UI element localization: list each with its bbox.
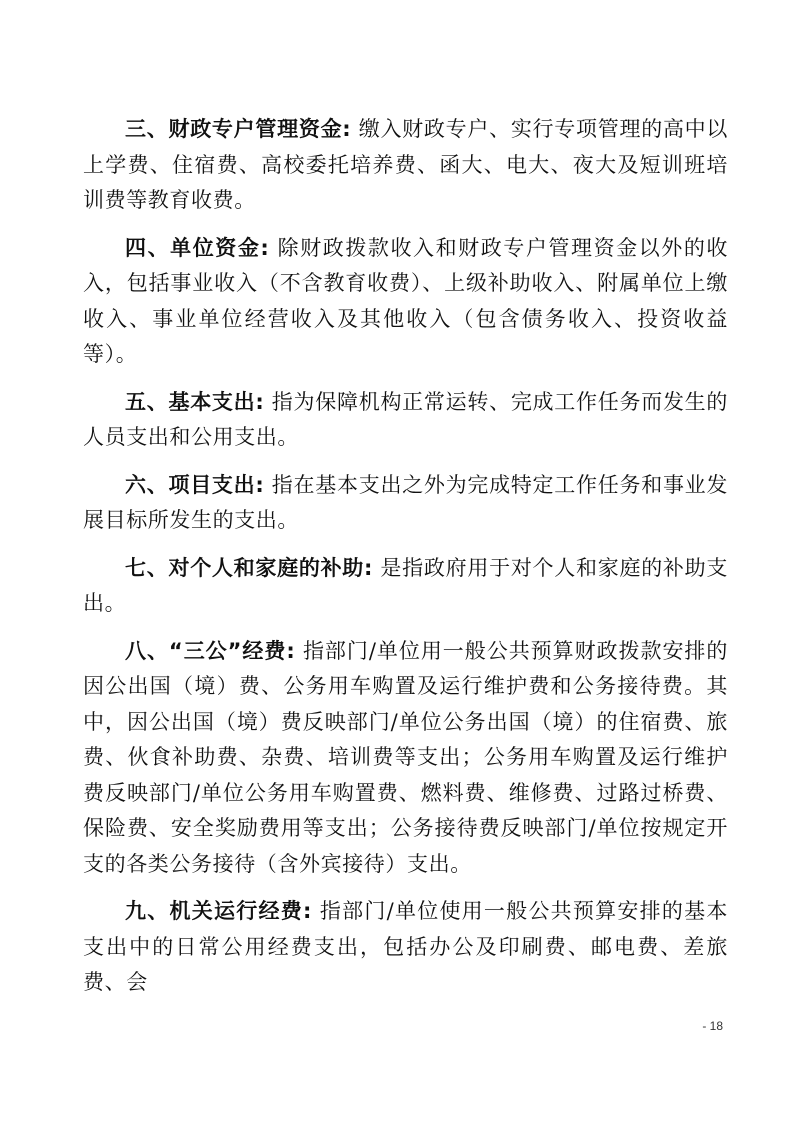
paragraph-heading: 七、对个人和家庭的补助: xyxy=(125,555,374,580)
paragraph-heading: 三、财政专户管理资金: xyxy=(125,117,352,141)
paragraph-project-expenditure xyxy=(83,468,728,539)
paragraph-fiscal-special-account-funds xyxy=(83,112,728,219)
paragraph-body: 除财政拨款收入和财政专户管理资金以外的收入，包括事业收入（不含教育收费）、上级补助收入、附属单位上缴收入、事业单位经营收入及其他收入（包含债务收入、投资收益等）。 xyxy=(83,235,728,366)
paragraph-body: 指部门/单位用一般公共预算财政拨款安排的因公出国（境）费、公务用车购置及运行维护费和公务接待费。其中，因公出国（境）费反映部门/单位公务出国（境）的住宿费、旅费、伙食补助费、杂费、培训费等支出；公务用车购置及运行维护费反映部门/单位公务用车购置费、燃料费、维修费、过路过桥费、保险费、安全奖励费用等支出；公务接待费反映部门/单位按规定开支的各类公务接待（含外宾接待）支出。 xyxy=(83,638,728,876)
paragraph-three-public-expenses xyxy=(83,634,728,883)
paragraph-agency-operating-expenses xyxy=(83,894,728,1001)
paragraph-heading: 八、“三公”经费: xyxy=(125,638,296,663)
paragraph-body: 指在基本支出之外为完成特定工作任务和事业发展目标所发生的支出。 xyxy=(83,472,728,532)
paragraph-body: 指部门/单位使用一般公共预算安排的基本支出中的日常公用经费支出，包括办公及印刷费、邮电费、差旅费、会 xyxy=(83,899,728,994)
paragraph-unit-funds xyxy=(83,231,728,373)
document-page xyxy=(83,112,728,1013)
paragraph-basic-expenditure xyxy=(83,385,728,456)
paragraph-heading: 九、机关运行经费: xyxy=(125,899,312,923)
paragraph-body: 缴入财政专户、实行专项管理的高中以上学费、住宿费、高校委托培养费、函大、电大、夜大及短训班培训费等教育收费。 xyxy=(83,117,728,212)
paragraph-heading: 六、项目支出: xyxy=(125,472,265,497)
paragraph-body: 指为保障机构正常运转、完成工作任务而发生的人员支出和公用支出。 xyxy=(83,389,728,449)
paragraph-heading: 五、基本支出: xyxy=(125,389,265,414)
paragraph-heading: 四、单位资金: xyxy=(125,235,270,260)
page-number: - 18 xyxy=(702,1019,723,1033)
paragraph-body: 是指政府用于对个人和家庭的补助支出。 xyxy=(83,555,728,615)
paragraph-household-subsidy xyxy=(83,551,728,622)
